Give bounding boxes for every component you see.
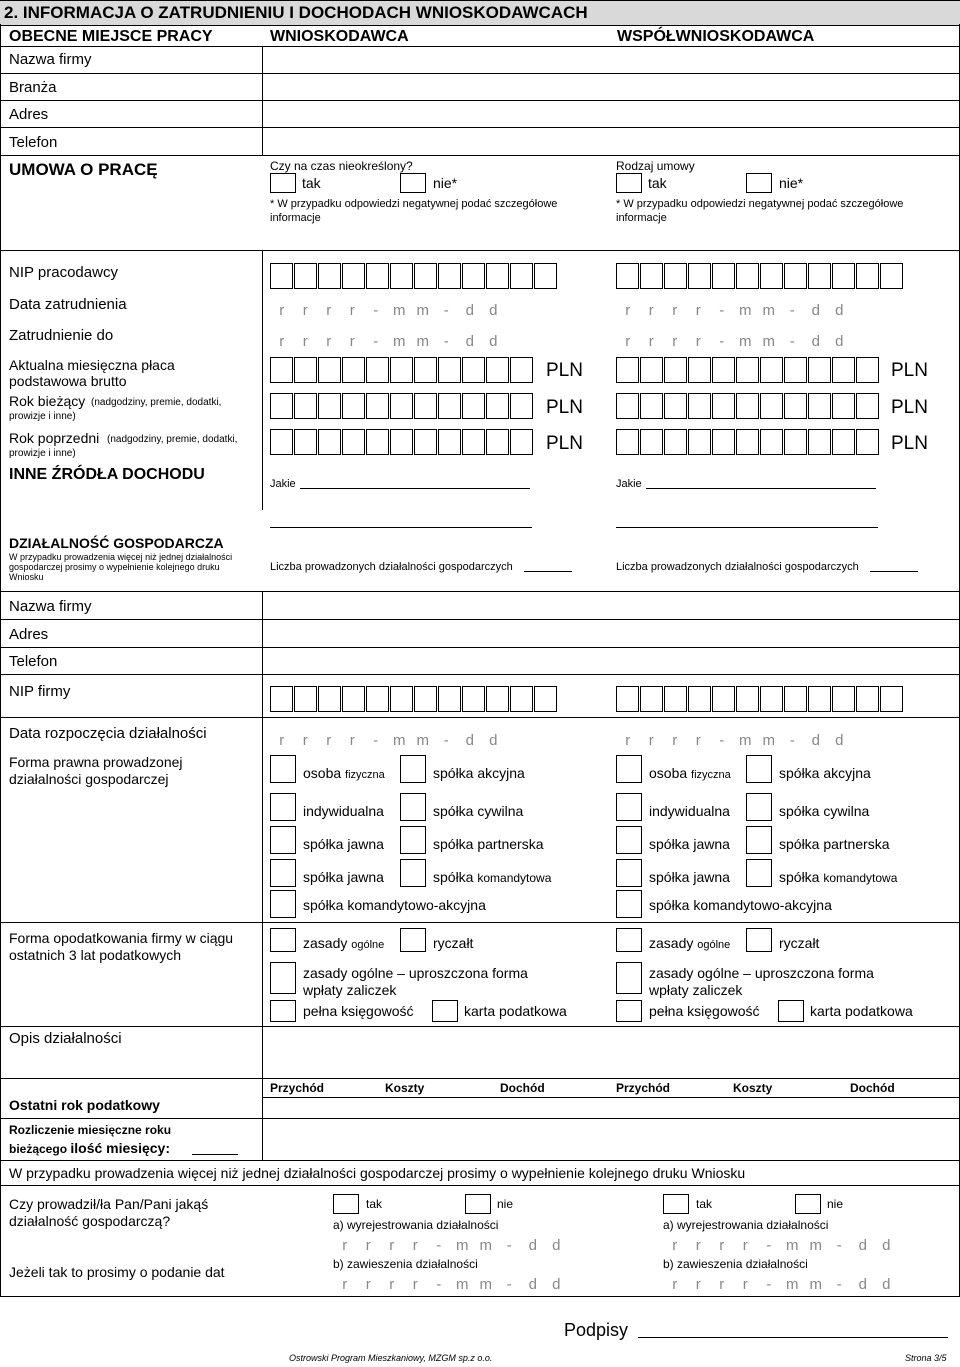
label-nip-employer: NIP pracodawcy: [9, 264, 118, 281]
coapplicant-employment-until-input[interactable]: r r r r - m m - d d: [625, 333, 844, 350]
label-nip-firm: NIP firmy: [9, 683, 71, 700]
applicant-salary-currency: PLN: [546, 360, 583, 381]
applicant-legal-form-label: indywidualna: [303, 803, 384, 819]
applicant-legal-form-label: spółka komandytowo-akcyjna: [303, 897, 486, 913]
applicant-legal-form-checkbox[interactable]: [270, 826, 296, 854]
label-prev-business-q1: Czy prowadził/ła Pan/Pani jakąś: [9, 1196, 209, 1212]
label-business-description: Opis działalności: [9, 1030, 122, 1047]
coapplicant-costs-header: Koszty: [733, 1081, 773, 1095]
label-employment-until: Zatrudnienie do: [9, 327, 114, 344]
coapplicant-deregistered-label: a) wyrejestrowania działalności: [663, 1218, 829, 1232]
coapplicant-revenue-header: Przychód: [616, 1081, 671, 1095]
coapplicant-current-year-currency: PLN: [891, 397, 928, 418]
coapplicant-other-income-which: Jakie: [616, 478, 642, 490]
applicant-tax-card-checkbox[interactable]: [432, 1000, 458, 1022]
coapplicant-legal-form-label: spółka partnerska: [779, 836, 890, 852]
label-address: Adres: [9, 106, 49, 123]
header-current-job: OBECNE MIEJSCE PRACY: [9, 28, 213, 45]
applicant-income-header: Dochód: [500, 1081, 545, 1095]
label-taxation: Forma opodatkowania firmy w ciągu ostatnich 3 lat podatkowych: [9, 930, 234, 963]
coapplicant-legal-form-label: spółka komandytowo-akcyjna: [649, 897, 832, 913]
applicant-yes-checkbox[interactable]: [270, 173, 296, 193]
coapplicant-legal-form-checkbox[interactable]: [746, 793, 772, 821]
applicant-legal-form-label: spółka komandytowa: [433, 869, 552, 885]
coapplicant-contract-question: Rodzaj umowy: [616, 159, 695, 173]
coapplicant-current-year-input[interactable]: [616, 393, 880, 419]
applicant-contract-question: Czy na czas nieokreślony?: [270, 159, 413, 173]
applicant-legal-form-label: spółka akcyjna: [433, 765, 525, 781]
applicant-tax-flat-label: ryczałt: [433, 935, 474, 951]
coapplicant-business-count-line[interactable]: [870, 571, 918, 572]
coapplicant-legal-form-label: spółka cywilna: [779, 803, 870, 819]
label-employment-contract: UMOWA O PRACĘ: [9, 160, 158, 179]
label-monthly-settlement-1: Rozliczenie miesięczne roku: [9, 1123, 172, 1137]
label-legal-form: Forma prawna prowadzonej działalności gospodarczej: [9, 754, 183, 787]
applicant-legal-form-checkbox[interactable]: [400, 826, 426, 854]
coapplicant-legal-form-checkbox[interactable]: [616, 826, 642, 854]
applicant-legal-form-checkbox[interactable]: [400, 755, 426, 783]
coapplicant-suspended-label: b) zawieszenia działalności: [663, 1257, 808, 1271]
coapplicant-legal-form-checkbox[interactable]: [746, 826, 772, 854]
coapplicant-legal-form-label: spółka komandytowa: [779, 869, 898, 885]
applicant-contract-note: * W przypadku odpowiedzi negatywnej podać szczegółowe informacje: [270, 198, 558, 224]
applicant-legal-form-checkbox[interactable]: [270, 793, 296, 821]
signature-line[interactable]: [638, 1337, 948, 1338]
multi-business-note: W przypadku prowadzenia więcej niż jednej działalności gospodarczej prosimy o wypełnienie kolejnego druku Wniosku: [9, 1165, 746, 1181]
coapplicant-legal-form-label: spółka jawna: [649, 836, 730, 852]
coapplicant-other-income-line2[interactable]: [616, 527, 878, 528]
applicant-legal-form-checkbox[interactable]: [400, 793, 426, 821]
applicant-legal-form-checkbox[interactable]: [270, 755, 296, 783]
applicant-yes-label: tak: [302, 175, 321, 191]
applicant-tax-simplified-label1: zasady ogólne – uproszczona forma: [303, 965, 528, 981]
label-prev-business-q3: Jeżeli tak to prosimy o podanie dat: [9, 1264, 225, 1280]
footer-right: Strona 3/5: [905, 1353, 947, 1363]
section-title: 2. INFORMACJA O ZATRUDNIENIU I DOCHODACH WNIOSKODAWCACH: [4, 3, 588, 22]
coapplicant-tax-card-label: karta podatkowa: [810, 1003, 913, 1019]
coapplicant-legal-form-label: osoba fizyczna: [649, 765, 731, 781]
applicant-current-year-currency: PLN: [546, 397, 583, 418]
applicant-no-checkbox[interactable]: [400, 173, 426, 193]
applicant-start-date-input[interactable]: r r r r - m m - d d: [279, 732, 498, 749]
coapplicant-other-income-line1[interactable]: [646, 488, 876, 489]
label-salary-line2: podstawowa brutto: [9, 373, 127, 389]
footer-left: Ostrowski Program Mieszkaniowy, MZGM sp.z o.o.: [289, 1353, 493, 1363]
coapplicant-legal-form-label: spółka jawna: [649, 869, 730, 885]
applicant-other-income-line1[interactable]: [300, 488, 530, 489]
applicant-tax-general-checkbox[interactable]: [270, 928, 296, 952]
signature-label: Podpisy: [564, 1320, 629, 1340]
coapplicant-business-count-label: Liczba prowadzonych działalności gospodarczych: [616, 561, 859, 573]
label-start-date: Data rozpoczęcia działalności: [9, 725, 207, 742]
applicant-business-count-label: Liczba prowadzonych działalności gospodarczych: [270, 561, 513, 573]
coapplicant-tax-simplified-label2: wpłaty zaliczek: [649, 982, 743, 998]
applicant-legal-form-checkbox[interactable]: [270, 859, 296, 887]
applicant-employment-until-input[interactable]: r r r r - m m - d d: [279, 333, 498, 350]
applicant-nip-firm-input[interactable]: [270, 686, 558, 712]
applicant-employment-date-input[interactable]: r r r r - m m - d d: [279, 302, 498, 319]
applicant-deregistered-date-input[interactable]: r r r r - m m - d d: [342, 1237, 561, 1254]
label-current-year: Rok bieżący: [9, 393, 86, 409]
applicant-business-count-line[interactable]: [524, 571, 572, 572]
header-coapplicant: WSPÓŁWNIOSKODAWCA: [617, 28, 815, 45]
header-applicant: WNIOSKODAWCA: [270, 28, 409, 45]
coapplicant-yes-label: tak: [648, 175, 667, 191]
applicant-revenue-header: Przychód: [270, 1081, 325, 1095]
coapplicant-legal-form-checkbox[interactable]: [746, 755, 772, 783]
applicant-salary-input[interactable]: [270, 357, 534, 383]
coapplicant-legal-form-label: spółka akcyjna: [779, 765, 871, 781]
coapplicant-tax-flat-label: ryczałt: [779, 935, 820, 951]
applicant-prev-yes-checkbox[interactable]: [333, 1194, 359, 1214]
applicant-prev-yes-label: tak: [366, 1197, 383, 1211]
applicant-tax-simplified-checkbox[interactable]: [270, 962, 296, 994]
coapplicant-tax-flat-checkbox[interactable]: [746, 928, 772, 952]
applicant-legal-form-checkbox[interactable]: [400, 859, 426, 887]
coapplicant-previous-year-currency: PLN: [891, 433, 928, 454]
coapplicant-employment-date-input[interactable]: r r r r - m m - d d: [625, 302, 844, 319]
coapplicant-tax-simplified-checkbox[interactable]: [616, 962, 642, 994]
coapplicant-tax-books-label: pełna księgowość: [649, 1003, 760, 1019]
label-business-phone: Telefon: [9, 653, 58, 670]
label-previous-year: Rok poprzedni: [9, 430, 100, 446]
label-business-name: Nazwa firmy: [9, 598, 92, 615]
applicant-legal-form-label: spółka cywilna: [433, 803, 524, 819]
coapplicant-suspended-date-input[interactable]: r r r r - m m - d d: [672, 1276, 891, 1293]
coapplicant-contract-note: * W przypadku odpowiedzi negatywnej podać szczegółowe informacje: [616, 198, 904, 224]
applicant-costs-header: Koszty: [385, 1081, 425, 1095]
applicant-legal-form-label: spółka jawna: [303, 869, 384, 885]
label-previous-year-detail: (nadgodziny, premie, dodatki, prowizje i inne): [9, 434, 238, 459]
coapplicant-legal-form-checkbox[interactable]: [616, 793, 642, 821]
label-phone: Telefon: [9, 134, 58, 151]
coapplicant-legal-form-checkbox[interactable]: [746, 859, 772, 887]
coapplicant-prev-no-label: nie: [827, 1197, 844, 1211]
applicant-tax-books-label: pełna księgowość: [303, 1003, 414, 1019]
coapplicant-legal-form-checkbox[interactable]: [616, 890, 642, 918]
coapplicant-income-header: Dochód: [850, 1081, 895, 1095]
applicant-tax-books-checkbox[interactable]: [270, 1000, 296, 1022]
label-salary-line1: Aktualna miesięczna płaca: [9, 357, 175, 373]
coapplicant-prev-yes-checkbox[interactable]: [663, 1194, 689, 1214]
applicant-nip-employer-input[interactable]: [270, 263, 558, 289]
label-business-activity: DZIAŁALNOŚĆ GOSPODARCZA: [9, 535, 224, 551]
coapplicant-prev-yes-label: tak: [696, 1197, 713, 1211]
applicant-no-label: nie*: [433, 175, 458, 191]
coapplicant-tax-simplified-label1: zasady ogólne – uproszczona forma: [649, 965, 874, 981]
label-other-income: INNE ŹRÓDŁA DOCHODU: [9, 466, 205, 483]
label-industry: Branża: [9, 79, 57, 96]
coapplicant-legal-form-label: indywidualna: [649, 803, 730, 819]
coapplicant-start-date-input[interactable]: r r r r - m m - d d: [625, 732, 844, 749]
applicant-tax-flat-checkbox[interactable]: [400, 928, 426, 952]
applicant-other-income-which: Jakie: [270, 478, 296, 490]
applicant-prev-no-label: nie: [497, 1197, 514, 1211]
applicant-suspended-date-input[interactable]: r r r r - m m - d d: [342, 1276, 561, 1293]
applicant-current-year-input[interactable]: [270, 393, 534, 419]
coapplicant-salary-currency: PLN: [891, 360, 928, 381]
applicant-legal-form-label: spółka jawna: [303, 836, 384, 852]
applicant-legal-form-checkbox[interactable]: [270, 890, 296, 918]
applicant-previous-year-input[interactable]: [270, 429, 534, 455]
coapplicant-tax-books-checkbox[interactable]: [616, 1000, 642, 1022]
coapplicant-nip-employer-input[interactable]: [616, 263, 904, 289]
coapplicant-no-label: nie*: [779, 175, 804, 191]
label-current-year-detail: (nadgodziny, premie, dodatki, prowizje i inne): [9, 397, 222, 422]
coapplicant-yes-checkbox[interactable]: [616, 173, 642, 193]
label-business-address: Adres: [9, 626, 49, 643]
applicant-legal-form-label: spółka partnerska: [433, 836, 544, 852]
coapplicant-no-checkbox[interactable]: [746, 173, 772, 193]
applicant-prev-no-checkbox[interactable]: [465, 1194, 491, 1214]
coapplicant-deregistered-date-input[interactable]: r r r r - m m - d d: [672, 1237, 891, 1254]
coapplicant-prev-no-checkbox[interactable]: [795, 1194, 821, 1214]
label-company-name: Nazwa firmy: [9, 51, 92, 68]
coapplicant-legal-form-checkbox[interactable]: [616, 755, 642, 783]
label-last-tax-year: Ostatni rok podatkowy: [9, 1097, 160, 1113]
label-prev-business-q2: działalność gospodarczą?: [9, 1213, 171, 1229]
business-note: W przypadku prowadzenia więcej niż jednej działalności gospodarczej prosimy o wypełnienie kolejnego druku Wniosku: [9, 552, 233, 582]
coapplicant-salary-input[interactable]: [616, 357, 880, 383]
applicant-tax-simplified-label2: wpłaty zaliczek: [303, 982, 397, 998]
applicant-previous-year-currency: PLN: [546, 433, 583, 454]
coapplicant-tax-general-checkbox[interactable]: [616, 928, 642, 952]
coapplicant-legal-form-checkbox[interactable]: [616, 859, 642, 887]
label-monthly-settlement-2: bieżącego ilość miesięcy:: [9, 1140, 170, 1156]
applicant-tax-general-label: zasady ogólne: [303, 935, 385, 951]
applicant-deregistered-label: a) wyrejestrowania działalności: [333, 1218, 499, 1232]
coapplicant-nip-firm-input[interactable]: [616, 686, 904, 712]
coapplicant-tax-card-checkbox[interactable]: [778, 1000, 804, 1022]
applicant-other-income-line2[interactable]: [270, 527, 532, 528]
applicant-suspended-label: b) zawieszenia działalności: [333, 1257, 478, 1271]
coapplicant-previous-year-input[interactable]: [616, 429, 880, 455]
label-employment-date: Data zatrudnienia: [9, 296, 127, 313]
applicant-tax-card-label: karta podatkowa: [464, 1003, 567, 1019]
applicant-legal-form-label: osoba fizyczna: [303, 765, 385, 781]
coapplicant-tax-general-label: zasady ogólne: [649, 935, 731, 951]
months-count-line[interactable]: [192, 1154, 238, 1155]
